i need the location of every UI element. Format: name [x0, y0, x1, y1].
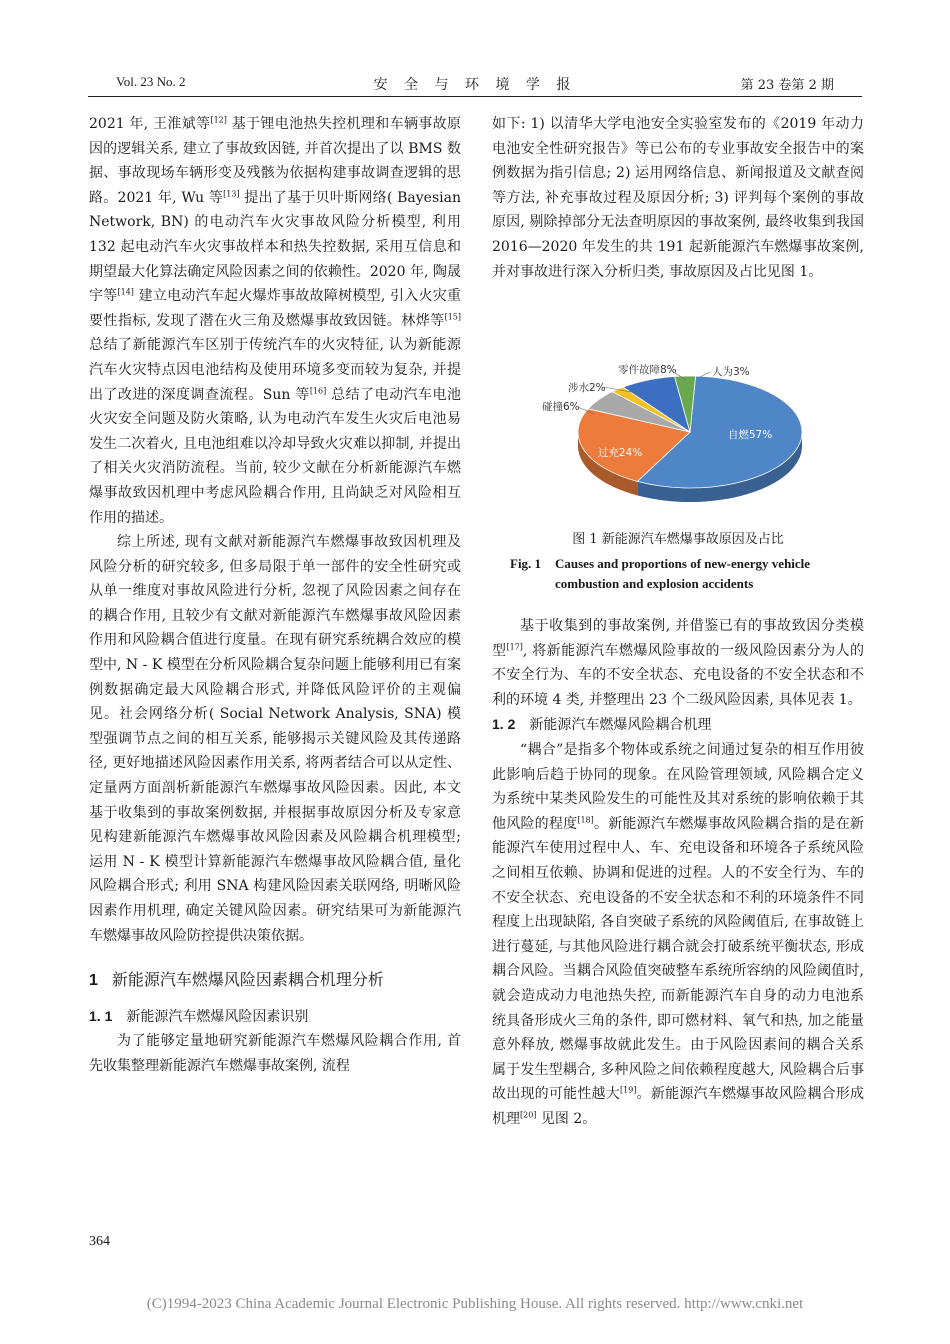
citation: [12] — [210, 115, 227, 125]
citation: [13] — [223, 189, 240, 199]
right-column-top — [492, 112, 864, 284]
pie-slice-label: 零件故障8% — [618, 364, 677, 376]
citation: [20] — [520, 1110, 537, 1120]
paragraph-method: 为了能够定量地研究新能源汽车燃爆风险耦合作用, 首先收集整理新能源汽车燃爆事故案例, 流程 — [89, 1033, 461, 1074]
header-volume: Vol. 23 No. 2 — [116, 74, 186, 89]
section-heading-1-2: 1. 2 新能源汽车燃爆风险耦合机理 — [492, 716, 712, 734]
citation: [16] — [309, 385, 327, 395]
pie-chart — [492, 352, 864, 527]
paragraph-summary: 综上所述, 现有文献对新能源汽车燃爆事故致因机理及风险分析的研究较多, 但多局限于单一部件的安全性研究或从单一维度对事故风险进行分析, 忽视了风险因素之间存在的耦合作用, 且较少有文献对新能源汽车燃爆事故风险因素作用和风险耦合值进行度量。在现有研究系统耦合效应的模型中, N - K 模型在分析风险耦合复杂问题上能够利用已有案例数据确定最大风险耦合形式, 并降低风险评价的主观偏见。社会网络分析( Social Network Analysis, SNA) 模型强调节点之间的相互关系, 能够揭示关键风险及其传递路径, 更好地描述风险因素作用关系, 将两者结合可以从定性、定量两方面剖析新能源汽车燃爆事故风险因素。因此, 本文基于收集到的事故案例数据, 并根据事故原因分析及专家意见构建新能源汽车燃爆事故风险因素及风险耦合机理模型; 运用 N - K 模型计算新能源汽车燃爆事故风险耦合值, 量化风险耦合形式; 利用 SNA 构建风险因素关联网络, 明晰风险因素作用机理, 确定关键风险因素。研究结果可为新能源汽车燃爆事故风险防控提供决策依据。 — [89, 534, 461, 944]
paragraph-literature-1: 2021 年, 王淮斌等[12] 基于锂电池热失控机理和车辆事故原因的逻辑关系, 建立了事故致因链, 并首次提出了以 BMS 数据、事故现场车辆形变及残骸为依据构建事故调查逻辑的思路。2021 年, Wu 等[13] 提出了基于贝叶斯网络( Bayesian Network, BN) 的电动汽车火灾事故风险分析模型, 利用 132 起电动汽车火灾事故样本和热失控数据, 采用互信息和期望最大化算法确定风险因素之间的依赖性。2020 年, 陶晟宇等[14] 建立电动汽车起火爆炸事故故障树模型, 引入火灾重要性指标, 发现了潜在火三角及燃爆事故致因链。林烨等[15] 总结了新能源汽车区别于传统汽车的火灾特征, 认为新能源汽车火灾特点因电池结构及使用环境多变而较为复杂, 并提出了改进的深度调查流程。Sun 等[16] 总结了电动汽车电池火灾安全问题及防火策略, 认为电动汽车发生火灾后电池易发生二次着火, 且电池组难以冷却导致火灾难以抑制, 并提出了相关火灾消防流程。当前, 较少文献在分析新能源汽车燃爆事故致因机理中考虑风险耦合作用, 且尚缺乏对风险相互作用的描述。 — [89, 115, 462, 526]
section-heading-1-1: 1. 1 新能源汽车燃爆风险因素识别 — [89, 1007, 309, 1025]
paragraph-coupling: “耦合”是指多个物体或系统之间通过复杂的相互作用彼此影响后趋于协同的现象。在风险管理领域, 风险耦合定义为系统中某类风险发生的可能性及其对系统的影响依赖于其他风险的程度[18]。新能源汽车燃爆事故风险耦合指的是在新能源汽车使用过程中人、车、充电设备和环境各子系统风险之间相互依赖、协调和促进的过程。人的不安全行为、车的不安全状态、充电设备的不安全状态和不利的环境条件不同程度上出现缺陷, 各自突破子系统的风险阈值后, 在事故链上进行蔓延, 与其他风险进行耦合就会打破系统平衡状态, 形成耦合风险。当耦合风险值突破整车系统所容纳的风险阈值时, 就会造成动力电池热失控, 而新能源汽车自身的动力电池系统具备形成火三角的条件, 即可燃材料、氧气和热, 加之能量意外释放, 燃爆事故就此发生。由于风险因素间的耦合关系属于发生型耦合, 多种风险之间依赖程度越大, 风险耦合后事故出现的可能性越大[19]。新能源汽车燃爆事故风险耦合形成机理[20] 见图 2。 — [492, 741, 865, 1127]
left-column — [89, 112, 461, 1079]
citation: [17] — [506, 641, 523, 651]
figure-caption-en: Fig. 1 Causes and proportions of new-energy vehicle combustion and explosion accidents — [510, 556, 811, 591]
pie-slice-label: 碰撞6% — [542, 401, 580, 413]
paragraph-classification: 基于收集到的事故案例, 并借鉴已有的事故致因分类模型[17], 将新能源汽车燃爆风险事故的一级风险因素分为人的不安全行为、车的不安全状态、充电设备的不安全状态和不利的环境 4 类, 并整理出 23 个二级风险因素, 具体见表 1。 — [492, 618, 865, 708]
citation: [18] — [577, 815, 594, 825]
citation: [15] — [444, 312, 461, 322]
header-rule — [88, 96, 862, 97]
header-issue: 第 23 卷第 2 期 — [740, 78, 834, 93]
pie-slice-label: 人为3% — [712, 366, 750, 378]
page-number: 364 — [89, 1234, 110, 1249]
figure-caption-cn: 图 1 新能源汽车燃爆事故原因及占比 — [572, 532, 784, 547]
right-column-bottom — [492, 614, 864, 1131]
pie-slice-label: 自燃57% — [727, 429, 773, 441]
section-heading-1: 1 新能源汽车燃爆风险因素耦合机理分析 — [89, 970, 384, 990]
pie-slice-label: 过充24% — [597, 447, 643, 459]
header-journal-title: 安 全 与 环 境 学 报 — [373, 77, 577, 93]
citation: [19] — [620, 1085, 637, 1095]
paragraph-process: 如下: 1) 以清华大学电池安全实验室发布的《2019 年动力电池安全性研究报告》等已公布的专业事故安全报告中的案例数据为指引信息; 2) 运用网络信息、新闻报道及文献查阅等方法, 补充事故过程及原因分析; 3) 评判每个案例的事故原因, 剔除掉部分无法查明原因的事故案例, 最终收集到我国 2016—2020 年发生的共 191 起新能源汽车燃爆事故案例, 并对事故进行深入分析归类, 事故原因及占比见图 1。 — [492, 116, 864, 280]
pie-slice-label: 涉水2% — [568, 382, 606, 394]
citation: [14] — [117, 287, 134, 297]
copyright-footer: (C)1994-2023 China Academic Journal Electronic Publishing House. All rights reserved. http://www.cnki.net — [146, 1296, 804, 1312]
